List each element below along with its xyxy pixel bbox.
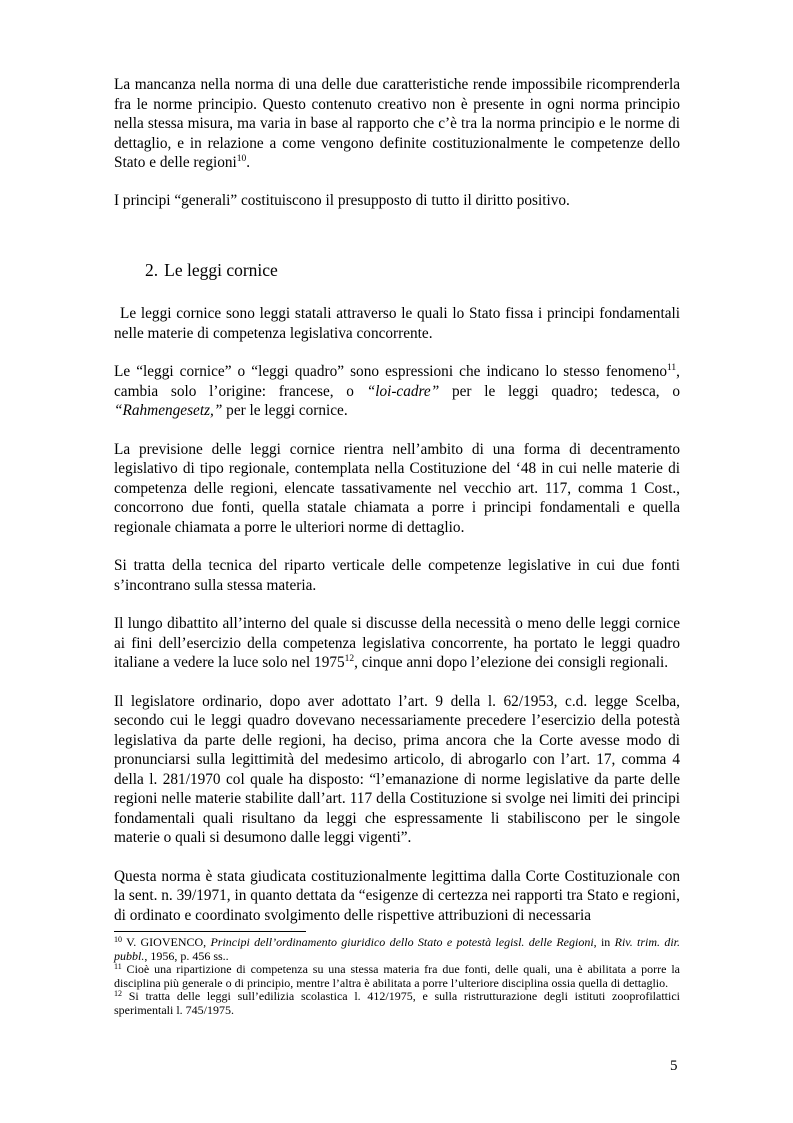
paragraph-7: Questa norma è stata giudicata costituzionalmente legittima dalla Corte Costituzionale con la sent. n. 39/1971, in quanto dettata da “esigenze di certezza nei rapporti tra Stato e regioni, di ordinato e coordinato svolgimento delle rispettive attribuzioni di necessaria [114,867,680,924]
text-run: . [246,154,251,171]
footnote-number: 10 [114,935,122,944]
intro-block [114,75,680,210]
paragraph-intro-2: I principi “generali” costituiscono il presupposto di tutto il diritto positivo. [114,191,570,209]
text-run: , in [593,935,615,949]
paragraph-4: Si tratta della tecnica del riparto verticale delle competenze legislative in cui due fonti s’incontrano sulla stessa materia. [114,557,680,594]
paragraph-3: La previsione delle leggi cornice rientra nell’ambito di una forma di decentramento legislativo di tipo regionale, contemplata nella Costituzione del ‘48 in cui nelle materie di competenza delle regioni, elencate tassativamente nel vecchio art. 117, comma 1 Cost., concorrono due fonti, quella statale chiamata a porre i principi fondamentali e quella regionale chiamata a porre le ulteriori norme di dettaglio. [114,440,680,536]
text-run: , cinque anni dopo l’elezione dei consigli regionali. [354,654,669,671]
footnote-ref-10[interactable]: 10 [236,154,247,164]
paragraph-6: Il legislatore ordinario, dopo aver adottato l’art. 9 della l. 62/1953, c.d. legge Scelba, secondo cui le leggi quadro dovevano necessariamente precedere l’esercizio della potestà legislativa da parte delle regioni, ha deciso, prima ancora che la Corte avesse modo di pronunciarsi sulla legittimità del medesimo articolo, di abrogarlo con l’art. 17, comma 4 della l. 281/1970 col quale ha disposto: “l’emanazione di norme legislative da parte delle regioni nelle materie stabilite dall’art. 117 della Costituzione si svolge nei limiti dei principi fondamentali quali risultano da leggi che espressamente li stabiliscono per le singole materie o quali si desumono dalle leggi vigenti”. [114,692,680,846]
footnotes [114,936,680,1018]
footnote-10 [114,936,680,963]
footnote-number: 11 [114,962,122,972]
page-number: 5 [670,1058,678,1074]
italic-title: Riv. trim. dir. pubbl. [114,935,680,963]
footnote-12 [114,990,680,1017]
footnote-ref-12[interactable]: 12 [344,654,355,664]
text-run: per le leggi quadro; tedesca, o [439,382,680,400]
text-run: Il lungo dibattito all’interno del quale si discusse della necessità o meno delle leggi cornice ai fini dell’esercizio della competenza legislativa concorrente, ha portato le leggi quadro italiane a vedere la luce solo nel 1975 [114,615,680,671]
text-run: La mancanza nella norma di una delle due caratteristiche rende impossibile ricomprenderla fra le norme principio. Questo contenuto creativo non è presente in ogni norma principio nella stessa misura, ma varia in base al rapporto che c’è tra la norma principio e le norme di dettaglio, e in relazione a come vengono definite costituzionalmente le competenze dello Stato e delle regioni [114,76,680,171]
text-run: Cioè una ripartizione di competenza su una stessa materia fra due fonti, delle quali, una è abilitata a porre la disciplina più generale o di principio, mentre l’altra è abilitata a porre l’ulteriore disciplina ossia quella di dettaglio. [114,962,680,990]
text-run: , cambia solo l’origine: francese, o [114,363,680,400]
italic-term: “loi-cadre” [366,382,440,400]
footnote-separator [114,931,306,932]
section-title: Le leggi cornice [164,260,278,280]
paragraph-1: Le leggi cornice sono leggi statali attraverso le quali lo Stato fissa i principi fondamentali nelle materie di competenza legislativa concorrente. [114,305,680,342]
footnote-ref-11[interactable]: 11 [667,363,677,373]
section-number: 2. [145,260,159,280]
footnote-number: 12 [114,989,122,999]
paragraph-intro-1 [114,75,680,173]
section-heading [145,260,284,281]
italic-title: Principi dell’ordinamento giuridico dello Stato e potestà legisl. delle Regioni [210,935,594,949]
text-run: Si tratta delle leggi sull’edilizia scolastica l. 412/1975, e sulla ristrutturazione degli istituti zooprofilattici sperimentali l. 745/1975. [114,989,680,1017]
paragraph-5 [114,614,680,673]
text-run: V. GIOVENCO, [122,935,211,949]
text-run: , 1956, p. 456 ss.. [144,948,229,963]
section-body [114,304,680,944]
paragraph-2 [114,362,680,421]
footnote-11 [114,963,680,990]
text-run: Le “leggi cornice” o “leggi quadro” sono espressioni che indicano lo stesso fenomeno [114,363,668,380]
text-run: per le leggi cornice. [222,402,348,419]
italic-term: “Rahmengesetz,” [114,402,223,419]
